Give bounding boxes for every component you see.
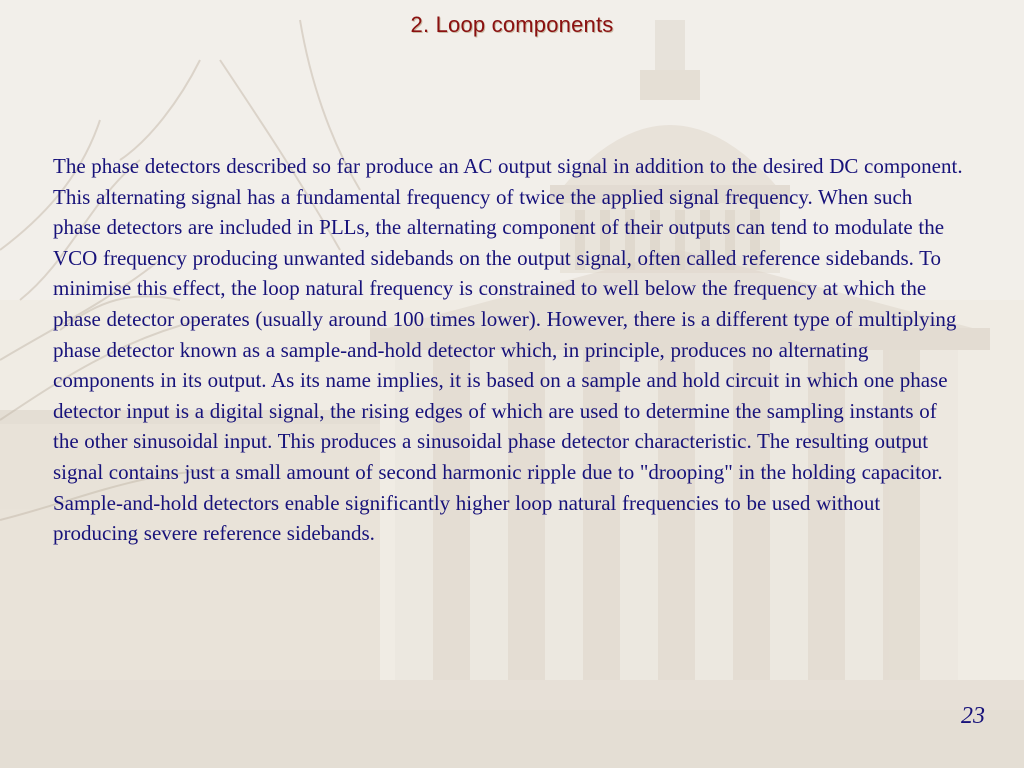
slide-title: 2. Loop components (410, 12, 614, 37)
body-paragraph: The phase detectors described so far produce an AC output signal in addition to the desired DC component. This alternating signal has a fundamental frequency of twice the applied signal frequency. When such phase detectors are included in PLLs, the alternating component of their outputs can tend to modulate the VCO frequency producing unwanted sidebands on the output signal, often called reference sidebands. To minimise this effect, the loop natural frequency is constrained to well below the frequency at which the phase detector operates (usually around 100 times lower). However, there is a different type of multiplying phase detector known as a sample-and-hold detector which, in principle, produces no alternating components in its output. As its name implies, it is based on a sample and hold circuit in which one phase detector input is a digital signal, the rising edges of which are used to determine the sampling instants of the other sinusoidal input. This produces a sinusoidal phase detector characteristic. The resulting output signal contains just a small amount of second harmonic ripple due to "drooping" in the holding capacitor. Sample-and-hold detectors enable significantly higher loop natural frequencies to be used without producing severe reference sidebands. (53, 154, 963, 546)
page-number: 23 (961, 703, 985, 729)
